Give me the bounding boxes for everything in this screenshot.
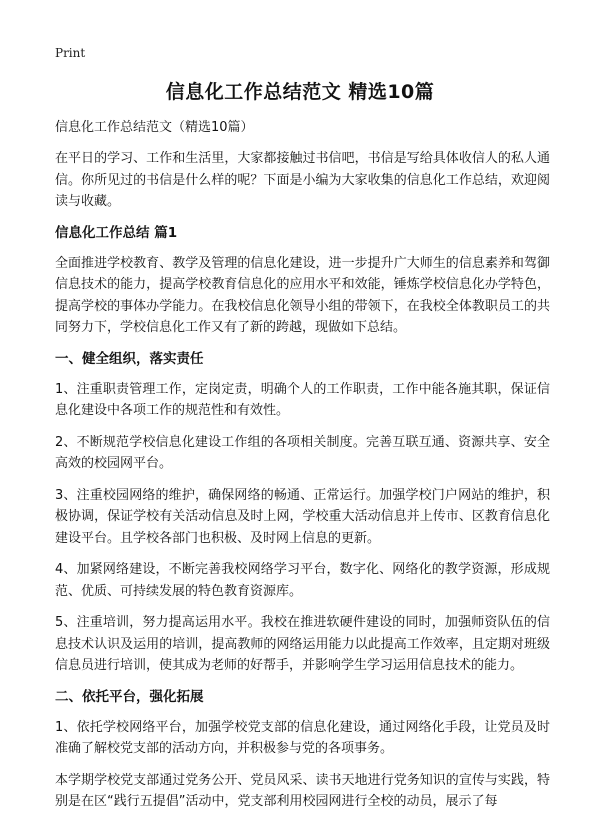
intro-paragraph: 在平日的学习、工作和生活里，大家都接触过书信吧，书信是写给具体收信人的私人通信。你所见过的书信是什么样的呢？下面是小编为大家收集的信息化工作总结，欢迎阅读与收藏。 xyxy=(55,151,550,209)
section2-item-1: 1、依托学校网络平台，加强学校党支部的信息化建设，通过网络化手段，让党员及时准确了解校党支部的活动方向，并积极参与党的各项事务。 xyxy=(55,719,550,756)
section1-item-3: 3、注重校园网络的维护，确保网络的畅通、正常运行。加强学校门户网站的维护，积极协调，保证学校有关活动信息及时上网，学校重大活动信息并上传市、区教育信息化建设平台。且学校各部门也积极、及时网上信息的更新。 xyxy=(55,487,550,546)
section1-item-5: 5、注重培训，努力提高运用水平。我校在推进软硬件建设的同时，加强师资队伍的信息技术认识及运用的培训，提高教师的网络运用能力以此提高工作效率，且定期对班级信息员进行培训，使其成为老师的好帮手，并影响学生学习运用信息技术的能力。 xyxy=(55,615,550,673)
document-subtitle: 信息化工作总结范文（精选10篇） xyxy=(55,120,254,135)
section1-item-2: 2、不断规范学校信息化建设工作组的各项相关制度。完善互联互通、资源共享、安全高效的校园网平台。 xyxy=(55,434,550,471)
section1-item-4: 4、加紧网络建设，不断完善我校网络学习平台，数字化、网络化的教学资源，形成规范、优质、可持续发展的特色教育资源库。 xyxy=(55,562,550,599)
document-title: 信息化工作总结范文 精选10篇 xyxy=(165,81,435,103)
article-heading: 信息化工作总结 篇1 xyxy=(55,224,178,241)
print-link[interactable]: Print xyxy=(55,46,86,60)
document-body xyxy=(55,118,550,823)
section2-item-2: 本学期学校党支部通过党务公开、党员风采、读书天地进行党务知识的宣传与实践，特别是在区“践行五提倡”活动中，党支部利用校园网进行全校的动员，展示了每 xyxy=(55,772,550,809)
section-heading-2: 二、依托平台，强化拓展 xyxy=(55,688,204,705)
section-heading-1: 一、健全组织，落实责任 xyxy=(55,350,204,367)
article-intro-paragraph: 全面推进学校教育、教学及管理的信息化建设，进一步提升广大师生的信息素养和驾御信息技术的能力，提高学校教育信息化的应用水平和效能，锤炼学校信息化办学特色，提高学校的事体办学能力。在我校信息化领导小组的带领下，在我校全体教职员工的共同努力下，学校信息化工作又有了新的跨越，现做如下总结。 xyxy=(55,255,550,335)
section1-item-1: 1、注重职责管理工作，定岗定责，明确个人的工作职责，工作中能各施其职，保证信息化建设中各项工作的规范性和有效性。 xyxy=(55,381,550,418)
